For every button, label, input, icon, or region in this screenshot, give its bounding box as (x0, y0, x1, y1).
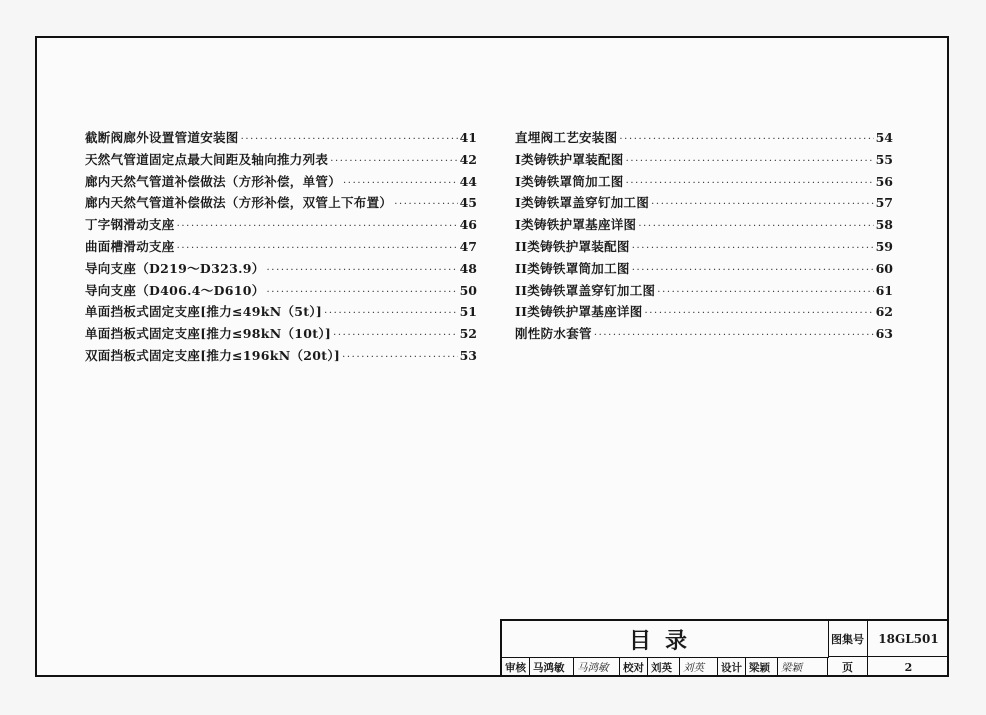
toc-entry-page: 42 (459, 151, 477, 167)
toc-entry-title: I类铸铁罩筒加工图 (515, 173, 624, 189)
toc-dot-leader (626, 156, 874, 167)
toc-entry-page: 60 (875, 260, 893, 276)
toc-dot-leader (330, 156, 457, 167)
toc-entry (85, 193, 477, 215)
toc-entry (85, 172, 477, 194)
toc-entry-title: 刚性防水套管 (515, 326, 592, 342)
toc-entry (85, 128, 477, 150)
checker-name: 刘英 (648, 657, 680, 677)
toc-dot-leader (342, 352, 457, 363)
toc-entry-page: 63 (875, 326, 893, 342)
toc-entry (85, 324, 477, 346)
toc-entry-page: 61 (875, 282, 893, 298)
toc-right-column (515, 128, 893, 346)
toc-entry-title: 截断阀廊外设置管道安装图 (85, 130, 239, 145)
toc-dot-leader (177, 243, 458, 254)
toc-entry (85, 259, 477, 281)
toc-entry-page: 57 (875, 195, 893, 211)
toc-entry-title: II类铸铁罩盖穿钉加工图 (515, 282, 656, 298)
drawing-sheet (35, 36, 949, 677)
toc-entry-title: 廊内天然气管道补偿做法（方形补偿，单管） (85, 173, 342, 189)
toc-entry-title: 单面挡板式固定支座[推力≤98kN（10t）] (85, 326, 332, 342)
toc-entry-title: 天然气管道固定点最大间距及轴向推力列表 (85, 151, 329, 167)
toc-entry-title: 丁字钢滑动支座 (85, 217, 175, 233)
toc-dot-leader (343, 178, 458, 189)
toc-dot-leader (594, 330, 874, 341)
toc-dot-leader (632, 265, 874, 276)
toc-entry-page: 46 (459, 217, 477, 233)
toc-dot-leader (638, 221, 873, 232)
toc-entry-page: 59 (875, 238, 893, 254)
toc-entry-title: 双面挡板式固定支座[推力≤196kN（20t）] (85, 347, 341, 363)
toc-entry-title: II类铸铁护罩基座详图 (515, 304, 643, 320)
toc-left-column (85, 128, 477, 368)
sheet-title: 目录 (502, 621, 829, 658)
toc-entry-page: 48 (459, 260, 477, 276)
toc-entry (515, 215, 893, 237)
toc-dot-leader (324, 308, 457, 319)
toc-entry (515, 172, 893, 194)
reviewer-signature: 马鸿敏 (574, 657, 620, 677)
toc-dot-leader (657, 287, 873, 298)
toc-entry (85, 346, 477, 368)
toc-entry (515, 128, 893, 150)
toc-entry-title: 导向支座（D406.4～D610） (85, 282, 265, 298)
toc-entry (515, 324, 893, 346)
toc-entry-title: I类铸铁护罩基座详图 (515, 217, 637, 233)
toc-dot-leader (632, 243, 874, 254)
toc-entry-title: I类铸铁护罩装配图 (515, 151, 624, 167)
toc-entry (515, 281, 893, 303)
toc-entry (515, 237, 893, 259)
atlas-no: 18GL501 (868, 621, 949, 657)
atlas-no-label: 图集号 (828, 621, 868, 657)
toc-dot-leader (333, 330, 457, 341)
toc-entry-title: II类铸铁罩筒加工图 (515, 260, 630, 276)
toc-entry-title: II类铸铁护罩装配图 (515, 238, 630, 254)
designer-name: 梁颖 (746, 657, 778, 677)
toc-entry-page: 44 (459, 173, 477, 189)
page-number: 2 (904, 660, 913, 674)
checker-signature: 刘英 (680, 657, 718, 677)
toc-entry-title: 直埋阀工艺安装图 (515, 130, 618, 145)
toc-dot-leader (241, 134, 458, 145)
toc-entry-page: 55 (875, 151, 893, 167)
toc-entry (85, 150, 477, 172)
review-label: 审核 (502, 657, 530, 677)
toc-entry-page: 41 (459, 130, 477, 145)
check-label: 校对 (620, 657, 648, 677)
toc-entry-page: 53 (459, 347, 477, 363)
toc-entry-page: 52 (459, 326, 477, 342)
designer-signature: 梁颖 (781, 661, 802, 674)
toc-dot-leader (626, 178, 874, 189)
toc-entry-page: 54 (875, 130, 893, 145)
toc-entry (85, 302, 477, 324)
toc-entry (85, 215, 477, 237)
toc-entry-page: 47 (459, 238, 477, 254)
toc-entry (515, 193, 893, 215)
toc-entry (515, 259, 893, 281)
toc-entry-page: 45 (459, 195, 477, 211)
toc-entry-page: 51 (459, 304, 477, 320)
toc-dot-leader (177, 221, 458, 232)
toc-entry (515, 150, 893, 172)
toc-entry-title: 廊内天然气管道补偿做法（方形补偿，双管上下布置） (85, 195, 393, 211)
title-block (500, 619, 949, 677)
signature-row (502, 657, 828, 677)
toc-dot-leader (619, 134, 873, 145)
toc-entry (85, 237, 477, 259)
toc-entry-title: I类铸铁罩盖穿钉加工图 (515, 195, 650, 211)
toc-dot-leader (645, 308, 874, 319)
toc-entry (85, 281, 477, 303)
toc-entry-title: 曲面槽滑动支座 (85, 238, 175, 254)
toc-entry-page: 56 (875, 173, 893, 189)
toc-entry-page: 62 (875, 304, 893, 320)
toc-dot-leader (267, 287, 458, 298)
toc-entry-page: 58 (875, 217, 893, 233)
toc-entry (515, 302, 893, 324)
toc-dot-leader (394, 199, 457, 210)
toc-entry-page: 50 (459, 282, 477, 298)
toc-dot-leader (267, 265, 458, 276)
toc-entry-title: 导向支座（D219～D323.9） (85, 260, 265, 276)
page-label: 页 (828, 657, 868, 677)
toc-dot-leader (651, 199, 873, 210)
design-label: 设计 (718, 657, 746, 677)
toc-entry-title: 单面挡板式固定支座[推力≤49kN（5t）] (85, 304, 323, 320)
reviewer-name: 马鸿敏 (530, 657, 574, 677)
